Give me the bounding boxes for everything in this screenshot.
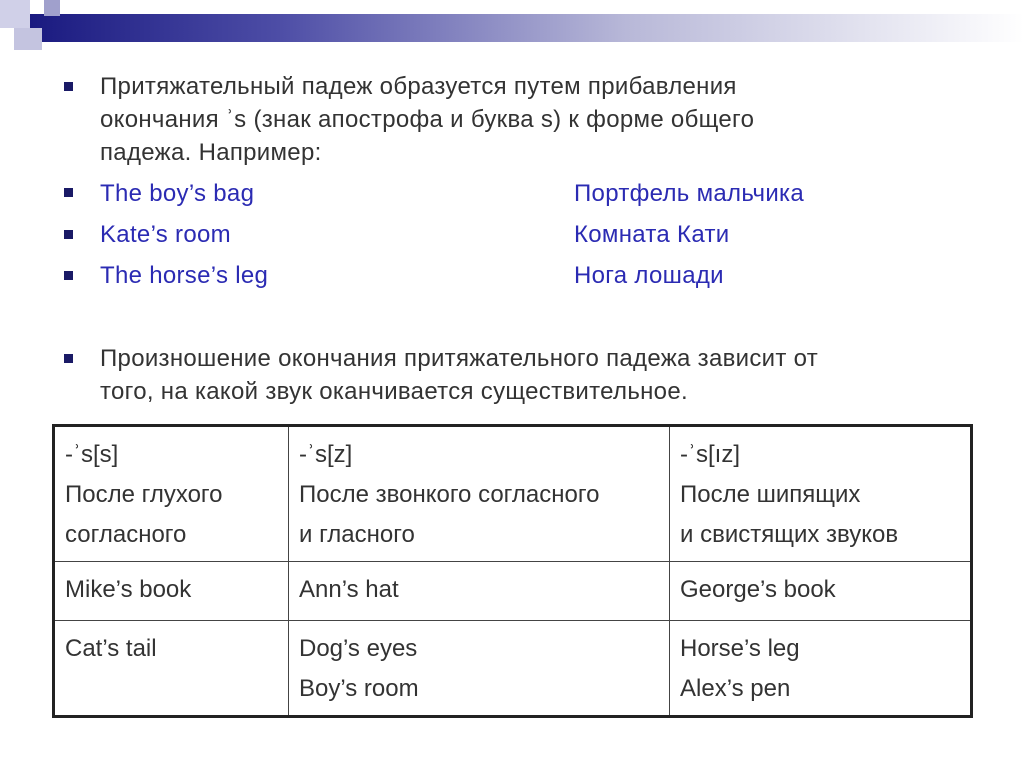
bullet-icon: [64, 82, 73, 91]
intro-line: Притяжательный падеж образуется путем прибавления: [100, 73, 737, 100]
table-header-cell: [670, 426, 972, 562]
bullet-icon: [64, 230, 73, 239]
header-line: После звонкого согласного: [299, 481, 600, 508]
table-header-cell: [289, 426, 670, 562]
cell-text: Ann’s hat: [299, 576, 399, 603]
header-line: После глухого: [65, 481, 223, 508]
intro-line: падежа. Например:: [100, 139, 322, 166]
intro-paragraph: [100, 70, 900, 169]
cell-text: Horse’s leg: [680, 635, 800, 662]
table-cell: [670, 562, 972, 621]
header-square: [0, 0, 30, 28]
bullet-icon: [64, 271, 73, 280]
cell-text: Mike’s book: [65, 576, 192, 603]
cell-text: George’s book: [680, 576, 836, 603]
table-cell: [54, 562, 289, 621]
header-gradient-bar: [30, 14, 1024, 42]
example-en: The horse’s leg: [100, 262, 269, 289]
intro-line: окончания ʾs (знак апострофа и буква s) к форме общего: [100, 106, 755, 133]
table-row: [54, 621, 972, 717]
pronunciation-paragraph: [100, 342, 960, 408]
header-line: и свистящих звуков: [680, 521, 899, 548]
header-line: согласного: [65, 521, 187, 548]
suffix-label: -ʾs[s]: [65, 441, 119, 468]
table-cell: [289, 562, 670, 621]
table-cell: [670, 621, 972, 717]
example-ru: Комната Кати: [574, 221, 730, 248]
suffix-label: -ʾs[z]: [299, 441, 353, 468]
table-row: [54, 562, 972, 621]
cell-text: Cat’s tail: [65, 635, 157, 662]
header-square: [44, 0, 60, 16]
table-header-row: [54, 426, 972, 562]
suffix-label: -ʾs[ız]: [680, 441, 740, 468]
bullet-icon: [64, 354, 73, 363]
table-header-cell: [54, 426, 289, 562]
bullet-icon: [64, 188, 73, 197]
example-en: Kate’s room: [100, 221, 231, 248]
cell-text: Dog’s eyes: [299, 635, 418, 662]
header-square: [0, 28, 14, 50]
pronunciation-line: Произношение окончания притяжательного падежа зависит от: [100, 345, 819, 372]
header-line: и гласного: [299, 521, 415, 548]
pronunciation-table: [52, 424, 973, 718]
example-ru: Портфель мальчика: [574, 180, 805, 207]
header-square: [14, 28, 42, 50]
example-en: The boy’s bag: [100, 180, 255, 207]
cell-text: Boy’s room: [299, 675, 419, 702]
table-cell: [289, 621, 670, 717]
header-line: После шипящих: [680, 481, 861, 508]
pronunciation-line: того, на какой звук оканчивается существительное.: [100, 378, 688, 405]
example-ru: Нога лошади: [574, 262, 724, 289]
cell-text: Alex’s pen: [680, 675, 791, 702]
table-cell: [54, 621, 289, 717]
